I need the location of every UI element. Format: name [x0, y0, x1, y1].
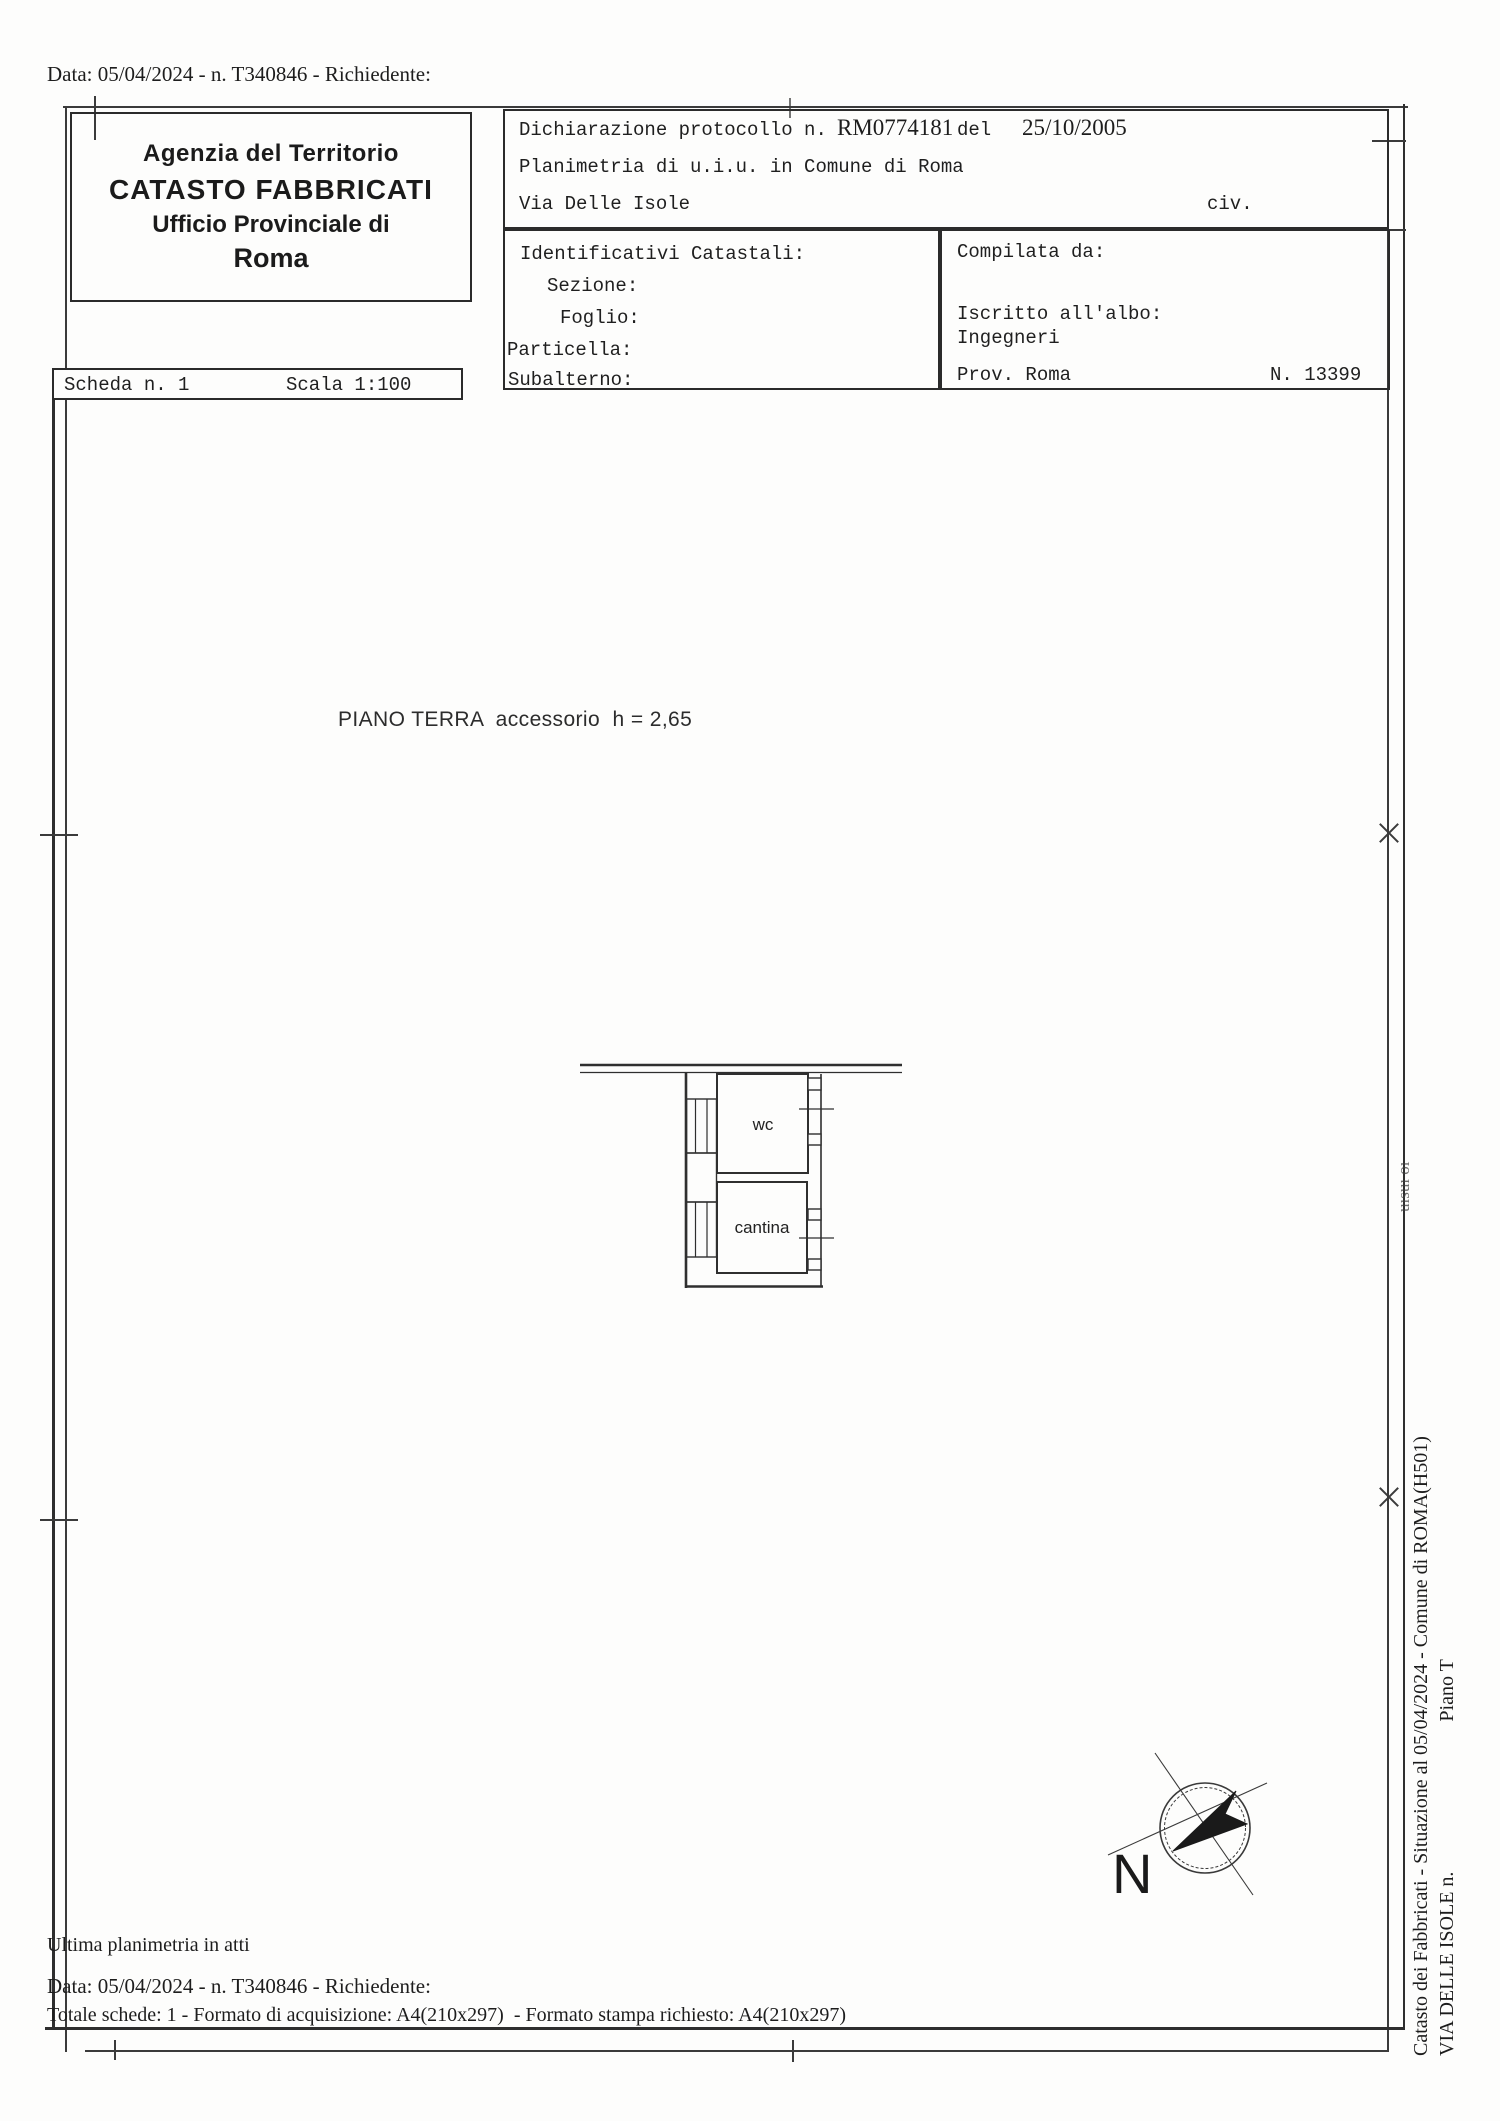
frame-connector-line [1389, 229, 1406, 231]
margin-address-line [1434, 1296, 1460, 2056]
door-jamb-cantina-bottom [808, 1259, 821, 1270]
margin-street: VIA DELLE ISOLE n. [1436, 1871, 1458, 2056]
window-upper [687, 1099, 717, 1153]
protocol-del-word: del [957, 119, 992, 141]
north-compass [1100, 1735, 1310, 1920]
field-foglio: Foglio: [560, 307, 640, 329]
agency-name: Agenzia del Territorio [143, 140, 399, 167]
trim-tick-left-upper [40, 834, 78, 836]
frame-bottom-thick-line [45, 2027, 1405, 2030]
field-sezione: Sezione: [547, 275, 639, 297]
frame-right-thin-line [1387, 229, 1389, 2052]
frame-left-thick-line [52, 368, 55, 2028]
office-city: Roma [233, 243, 309, 273]
window-lower [687, 1202, 717, 1257]
frame-right-thick-line [1403, 104, 1405, 2029]
agency-header-box [70, 112, 472, 302]
door-jamb-wc-bottom [808, 1134, 821, 1145]
identificativi-box [503, 229, 940, 390]
trim-tick-bottom-left [114, 2040, 116, 2060]
plan-caption: PIANO TERRA accessorio h = 2,65 [338, 708, 693, 731]
scheda-box [52, 368, 463, 400]
compilata-box [940, 229, 1390, 390]
albo-value: Ingegneri [957, 327, 1060, 349]
trim-tick-left-lower [40, 1519, 78, 1521]
field-particella: Particella: [507, 339, 633, 361]
wall-segment [687, 1153, 717, 1202]
footer-ultima-planimetria: Ultima planimetria in atti [47, 1934, 250, 1956]
planimetria-line: Planimetria di u.i.u. in Comune di Roma [519, 156, 964, 178]
protocol-prefix: Dichiarazione protocollo n. [519, 119, 827, 141]
compilata-title: Compilata da: [957, 241, 1106, 263]
field-subalterno: Subalterno: [508, 369, 634, 391]
margin-situation-line: Catasto dei Fabbricati - Situazione al 05/04/2024 - Comune di ROMA(H501) [1410, 1436, 1432, 2056]
door-jamb-wc-top [808, 1078, 821, 1090]
north-letter: N [1112, 1842, 1153, 1905]
door-jamb-cantina-top [808, 1209, 821, 1220]
identificativi-title: Identificativi Catastali: [520, 243, 806, 265]
protocol-number: RM0774181 [837, 115, 954, 140]
scheda-label: Scheda n. 1 [64, 374, 190, 396]
footer-request-meta: Data: 05/04/2024 - n. T340846 - Richiedente: [47, 1974, 431, 1998]
albo-number: N. 13399 [1270, 364, 1362, 386]
prov-label: Prov. Roma [957, 364, 1072, 386]
frame-top-line [63, 106, 1408, 108]
scala-label: Scala 1:100 [286, 374, 412, 396]
protocol-date: 25/10/2005 [1022, 115, 1127, 140]
trim-tick-bottom-center [792, 2040, 794, 2062]
margin-floor: Piano T [1436, 1659, 1458, 1722]
albo-label: Iscritto all'albo: [957, 303, 1163, 325]
office-label: Ufficio Provinciale di [152, 211, 390, 238]
catasto-title: CATASTO FABBRICATI [109, 174, 433, 205]
frame-bottom-thin-line [85, 2050, 1388, 2052]
footer-totale-schede: Totale schede: 1 - Formato di acquisizione: A4(210x297) - Formato stampa richiesto: A4(210x297) [47, 2004, 846, 2026]
protocol-box [503, 109, 1389, 229]
street-name: Via Delle Isole [519, 193, 691, 215]
room-label-cantina: cantina [734, 1218, 790, 1237]
floor-plan-drawing [575, 1055, 910, 1300]
margin-rotated-annotation [1408, 1296, 1460, 2056]
bleed-through-text: uısuı oı [1394, 1161, 1413, 1212]
civ-label: civ. [1207, 193, 1253, 215]
room-label-wc: wc [752, 1115, 774, 1134]
top-request-meta: Data: 05/04/2024 - n. T340846 - Richiedente: [47, 62, 431, 86]
